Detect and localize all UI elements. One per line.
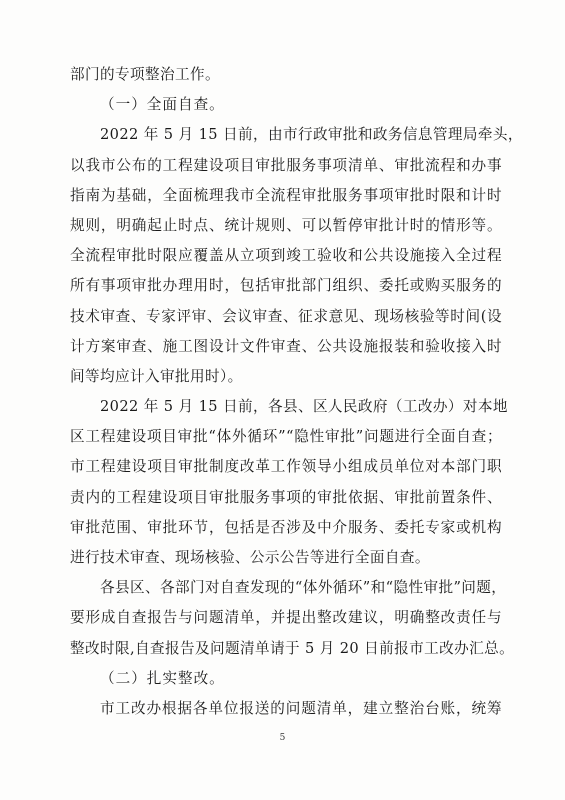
- paragraph-line: 责内的工程建设项目审批服务事项的审批依据、审批前置条件、: [70, 488, 502, 506]
- paragraph-line: 市工程建设项目审批制度改革工作领导小组成员单位对本部门职: [70, 458, 502, 476]
- paragraph-line: 指南为基础，全面梳理我市全流程审批服务事项审批时限和计时: [70, 186, 502, 204]
- paragraph-line: 部门的专项整治工作。: [70, 66, 220, 83]
- paragraph-line: 审批范围、审批环节，包括是否涉及中介服务、委托专家或机构: [70, 518, 502, 536]
- paragraph-line: 以我市公布的工程建设项目审批服务事项清单、审批流程和办事: [70, 156, 502, 174]
- paragraph-line: 整改时限,自查报告及问题清单请于 5 月 20 日前报市工改办汇总。: [70, 639, 515, 657]
- paragraph-line: 区工程建设项目审批“体外循环”“隐性审批”问题进行全面自查；: [70, 428, 502, 446]
- document-body: [70, 60, 523, 724]
- paragraph-line: 进行技术审查、现场核验、公示公告等进行全面自查。: [70, 549, 430, 566]
- paragraph-line: 计方案审查、施工图设计文件审查、公共设施报装和验收接入时: [70, 337, 502, 355]
- section-heading-rectification: （二）扎实整改。: [100, 669, 225, 687]
- paragraph-line: 2022 年 5 月 15 日前，由市行政审批和政务信息管理局牵头，: [100, 126, 523, 144]
- paragraph-line: 规则，明确起止时点、统计规则、可以暂停审批计时的情形等。: [70, 216, 502, 234]
- paragraph-line: 各县区、各部门对自查发现的“体外循环”和“隐性审批”问题，: [100, 579, 507, 597]
- paragraph-line: 市工改办根据各单位报送的问题清单，建立整治台账，统筹: [100, 699, 502, 717]
- paragraph-line: 要形成自查报告与问题清单，并提出整改建议，明确整改责任与: [70, 609, 502, 627]
- section-heading-self-inspection: （一）全面自查。: [100, 96, 225, 114]
- paragraph-line: 间等均应计入审批用时）。: [70, 367, 243, 385]
- paragraph-line: 2022 年 5 月 15 日前，各县、区人民政府（工改办）对本地: [100, 398, 508, 416]
- paragraph-line: 技术审查、专家评审、会议审查、征求意见、现场核验等时间(设: [70, 307, 502, 325]
- paragraph-line: 所有事项审批办理用时，包括审批部门组织、委托或购买服务的: [70, 277, 502, 295]
- page-number: 5: [279, 733, 286, 743]
- paragraph-line: 全流程审批时限应覆盖从立项到竣工验收和公共设施接入全过程: [70, 247, 502, 265]
